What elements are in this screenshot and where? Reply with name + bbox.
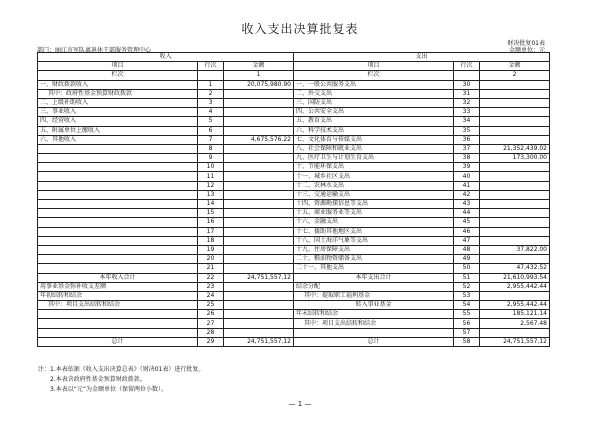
empty-cell <box>198 71 224 80</box>
expense-item-cell: 二、外交支出 <box>294 89 454 98</box>
expense-item-cell: 年末结转和结余 <box>294 310 454 319</box>
income-amount-cell <box>224 209 294 218</box>
income-item-cell: 三、事业收入 <box>38 108 198 117</box>
income-item-cell: 五、附属单位上缴收入 <box>38 126 198 135</box>
expense-amount-cell: 47,432.52 <box>480 264 550 273</box>
table-row <box>38 337 550 346</box>
expense-amount-cell <box>480 172 550 181</box>
table-row <box>38 181 550 190</box>
income-amount-cell <box>224 172 294 181</box>
income-amount-cell <box>224 301 294 310</box>
income-rowno-cell: 6 <box>198 126 224 135</box>
expense-amount-cell <box>480 135 550 144</box>
expense-item-cell: 转入事业基金 <box>294 301 454 310</box>
income-rowno-header: 行次 <box>198 62 224 71</box>
unit-label: 金额单位：元 <box>508 47 545 54</box>
expense-header: 支出 <box>294 53 550 62</box>
expense-item-cell: 十三、交通运输支出 <box>294 190 454 199</box>
income-rowno-cell: 12 <box>198 181 224 190</box>
expense-amount-cell: 24,751,557.12 <box>480 337 550 346</box>
expense-rowno-cell: 49 <box>454 255 480 264</box>
expense-item-cell: 五、教育支出 <box>294 117 454 126</box>
table-row <box>38 301 550 310</box>
income-amount-header: 金额 <box>224 62 294 71</box>
income-amount-cell <box>224 190 294 199</box>
table-row <box>38 154 550 163</box>
expense-amount-cell <box>480 190 550 199</box>
income-amount-cell <box>224 89 294 98</box>
expense-amount-cell <box>480 291 550 300</box>
expense-rowno-cell: 53 <box>454 291 480 300</box>
footnotes <box>38 365 204 395</box>
expense-amount-cell <box>480 181 550 190</box>
table-row <box>38 108 550 117</box>
expense-item-cell: 二十一、其他支出 <box>294 264 454 273</box>
income-rowno-cell: 26 <box>198 310 224 319</box>
expense-rowno-cell: 50 <box>454 264 480 273</box>
income-header: 收入 <box>38 53 294 62</box>
expense-amount-cell <box>480 236 550 245</box>
expense-rowno-cell: 42 <box>454 190 480 199</box>
income-rowno-cell: 11 <box>198 172 224 181</box>
income-amount-cell <box>224 328 294 337</box>
expense-rowno-cell: 31 <box>454 89 480 98</box>
expense-amount-cell <box>480 227 550 236</box>
expense-item-cell: 二十、粮油物资储备支出 <box>294 255 454 264</box>
expense-amount-cell <box>480 209 550 218</box>
expense-colno-value: 2 <box>480 71 550 80</box>
expense-rowno-cell: 35 <box>454 126 480 135</box>
page-number: — 1 — <box>288 400 312 408</box>
income-item-cell: 其中：项目支出结转和结余 <box>38 301 198 310</box>
expense-amount-cell <box>480 89 550 98</box>
income-amount-cell <box>224 117 294 126</box>
income-item-cell <box>38 172 198 181</box>
table-row <box>38 126 550 135</box>
expense-item-cell: 十六、金融支出 <box>294 218 454 227</box>
expense-amount-header: 金额 <box>480 62 550 71</box>
income-item-cell: 二、上级补助收入 <box>38 98 198 107</box>
income-item-cell: 总计 <box>38 337 198 346</box>
expense-item-cell: 六、科学技术支出 <box>294 126 454 135</box>
expense-item-cell: 八、社会保障和就业支出 <box>294 144 454 153</box>
expense-amount-cell <box>480 117 550 126</box>
income-item-cell <box>38 190 198 199</box>
expense-rowno-cell: 45 <box>454 218 480 227</box>
table-row <box>38 200 550 209</box>
expense-item-cell: 一、一般公共服务支出 <box>294 80 454 89</box>
income-rowno-cell: 20 <box>198 255 224 264</box>
expense-item-cell: 九、医疗卫生与计划生育支出 <box>294 154 454 163</box>
income-amount-cell <box>224 319 294 328</box>
income-rowno-cell: 10 <box>198 163 224 172</box>
expense-amount-cell <box>480 328 550 337</box>
expense-rowno-cell: 47 <box>454 236 480 245</box>
expense-item-cell: 十二、农林水支出 <box>294 181 454 190</box>
income-item-cell <box>38 200 198 209</box>
income-amount-cell: 24,751,557.12 <box>224 337 294 346</box>
income-rowno-cell: 28 <box>198 328 224 337</box>
income-item-cell <box>38 310 198 319</box>
table-row <box>38 264 550 273</box>
expense-rowno-cell: 46 <box>454 227 480 236</box>
income-item-cell: 六、其他收入 <box>38 135 198 144</box>
expense-rowno-cell: 32 <box>454 98 480 107</box>
table-row <box>38 255 550 264</box>
income-item-cell <box>38 163 198 172</box>
expense-rowno-cell: 54 <box>454 301 480 310</box>
income-amount-cell <box>224 264 294 273</box>
income-item-cell <box>38 227 198 236</box>
income-amount-cell <box>224 291 294 300</box>
income-colno-value: 1 <box>224 71 294 80</box>
income-rowno-cell: 16 <box>198 218 224 227</box>
income-item-cell: 本年收入合计 <box>38 273 198 282</box>
income-item-cell: 其中：政府性基金预算财政拨款 <box>38 89 198 98</box>
expense-rowno-cell: 40 <box>454 172 480 181</box>
expense-rowno-cell: 43 <box>454 200 480 209</box>
income-item-cell <box>38 218 198 227</box>
income-amount-cell <box>224 154 294 163</box>
expense-amount-cell <box>480 255 550 264</box>
footnote-1: 注：1.本表依据《收入支出决算总表》（财决01表）进行批复。 <box>38 366 205 373</box>
table-row <box>38 144 550 153</box>
income-rowno-cell: 8 <box>198 144 224 153</box>
income-rowno-cell: 17 <box>198 227 224 236</box>
expense-rowno-cell: 56 <box>454 319 480 328</box>
expense-amount-cell: 21,352,439.02 <box>480 144 550 153</box>
expense-rowno-cell: 30 <box>454 80 480 89</box>
income-rowno-cell: 25 <box>198 301 224 310</box>
income-amount-cell <box>224 144 294 153</box>
expense-item-cell: 十九、住房保障支出 <box>294 245 454 254</box>
income-colno-label: 栏次 <box>38 71 198 80</box>
income-rowno-cell: 15 <box>198 209 224 218</box>
income-item-cell <box>38 264 198 273</box>
expense-rowno-cell: 34 <box>454 117 480 126</box>
expense-amount-cell <box>480 98 550 107</box>
income-amount-cell <box>224 245 294 254</box>
income-rowno-cell: 13 <box>198 190 224 199</box>
expense-rowno-header: 行次 <box>454 62 480 71</box>
expense-item-cell: 十、节能环保支出 <box>294 163 454 172</box>
expense-item-cell: 七、文化体育与传媒支出 <box>294 135 454 144</box>
expense-amount-cell: 2,955,442.44 <box>480 282 550 291</box>
expense-amount-cell: 21,610,993.54 <box>480 273 550 282</box>
expense-rowno-cell: 41 <box>454 181 480 190</box>
income-item-cell <box>38 181 198 190</box>
column-number-row <box>38 71 550 80</box>
expense-rowno-cell: 36 <box>454 135 480 144</box>
income-item-cell: 年初结转和结余 <box>38 291 198 300</box>
expense-rowno-cell: 58 <box>454 337 480 346</box>
income-item-cell: 用事业基金弥补收支差额 <box>38 282 198 291</box>
expense-item-cell: 本年支出合计 <box>294 273 454 282</box>
expense-colno-label: 栏次 <box>294 71 454 80</box>
income-item-cell <box>38 319 198 328</box>
expense-item-cell: 其中：提取职工福利基金 <box>294 291 454 300</box>
expense-amount-cell: 2,955,442.44 <box>480 301 550 310</box>
footnote-2: 2.本表含政府性基金预算财政拨款。 <box>50 376 146 383</box>
income-amount-cell: 4,675,576.22 <box>224 135 294 144</box>
income-item-cell <box>38 236 198 245</box>
table-row <box>38 80 550 89</box>
income-item-header: 项目 <box>38 62 198 71</box>
table-row <box>38 218 550 227</box>
table-row <box>38 236 550 245</box>
income-rowno-cell: 5 <box>198 117 224 126</box>
section-header-row <box>38 53 550 62</box>
expense-item-cell: 结余分配 <box>294 282 454 291</box>
income-rowno-cell: 24 <box>198 291 224 300</box>
income-rowno-cell: 2 <box>198 89 224 98</box>
income-amount-cell: 24,751,557.12 <box>224 273 294 282</box>
income-amount-cell <box>224 227 294 236</box>
expense-amount-cell <box>480 126 550 135</box>
income-item-cell <box>38 245 198 254</box>
table-row <box>38 282 550 291</box>
income-amount-cell <box>224 98 294 107</box>
income-item-cell <box>38 209 198 218</box>
expense-item-cell: 十四、资源勘探信息等支出 <box>294 200 454 209</box>
expense-amount-cell: 2,567.48 <box>480 319 550 328</box>
expense-item-cell: 十一、城乡社区支出 <box>294 172 454 181</box>
income-rowno-cell: 9 <box>198 154 224 163</box>
income-rowno-cell: 7 <box>198 135 224 144</box>
empty-cell <box>454 71 480 80</box>
report-title: 收入支出决算批复表 <box>241 22 359 36</box>
table-row <box>38 227 550 236</box>
income-amount-cell <box>224 255 294 264</box>
expense-rowno-cell: 38 <box>454 154 480 163</box>
expense-amount-cell: 37,822.00 <box>480 245 550 254</box>
table-row <box>38 310 550 319</box>
table-row <box>38 190 550 199</box>
income-amount-cell <box>224 126 294 135</box>
expense-item-cell: 十五、商业服务业等支出 <box>294 209 454 218</box>
income-amount-cell <box>224 163 294 172</box>
table-row <box>38 328 550 337</box>
footnote-3: 3.本表以“元”为金额单位（保留两位小数）。 <box>50 386 167 393</box>
table-row <box>38 291 550 300</box>
expense-amount-cell <box>480 163 550 172</box>
income-amount-cell <box>224 236 294 245</box>
expense-rowno-cell: 48 <box>454 245 480 254</box>
income-rowno-cell: 3 <box>198 98 224 107</box>
expense-amount-cell <box>480 218 550 227</box>
department-label: 部门：丽江市军队离退休干部服务管理中心 <box>37 47 152 54</box>
expense-rowno-cell: 55 <box>454 310 480 319</box>
income-amount-cell <box>224 108 294 117</box>
expense-amount-cell <box>480 108 550 117</box>
income-rowno-cell: 1 <box>198 80 224 89</box>
expense-item-cell: 三、国防支出 <box>294 98 454 107</box>
table-row <box>38 163 550 172</box>
expense-rowno-cell: 39 <box>454 163 480 172</box>
table-row <box>38 117 550 126</box>
table-row <box>38 98 550 107</box>
expense-item-cell: 其中：项目支出结转和结余 <box>294 319 454 328</box>
income-item-cell: 四、经营收入 <box>38 117 198 126</box>
income-rowno-cell: 29 <box>198 337 224 346</box>
expense-rowno-cell: 52 <box>454 282 480 291</box>
income-item-cell: 一、财政拨款收入 <box>38 80 198 89</box>
expense-item-cell <box>294 328 454 337</box>
expense-amount-cell <box>480 80 550 89</box>
table-row <box>38 135 550 144</box>
income-rowno-cell: 22 <box>198 273 224 282</box>
expense-item-cell: 十七、援助其他地区支出 <box>294 227 454 236</box>
income-rowno-cell: 14 <box>198 200 224 209</box>
income-rowno-cell: 19 <box>198 245 224 254</box>
income-amount-cell <box>224 218 294 227</box>
table-row <box>38 245 550 254</box>
expense-item-cell: 十八、国土海洋气象等支出 <box>294 236 454 245</box>
form-code: 财决批复01表 <box>507 40 545 47</box>
expense-rowno-cell: 37 <box>454 144 480 153</box>
income-item-cell <box>38 154 198 163</box>
income-expense-table <box>37 52 550 347</box>
expense-item-header: 项目 <box>294 62 454 71</box>
income-rowno-cell: 23 <box>198 282 224 291</box>
expense-item-cell: 四、公共安全支出 <box>294 108 454 117</box>
income-rowno-cell: 21 <box>198 264 224 273</box>
income-rowno-cell: 4 <box>198 108 224 117</box>
income-rowno-cell: 27 <box>198 319 224 328</box>
expense-rowno-cell: 44 <box>454 209 480 218</box>
table-row <box>38 172 550 181</box>
income-rowno-cell: 18 <box>198 236 224 245</box>
income-amount-cell <box>224 310 294 319</box>
table-row <box>38 89 550 98</box>
income-amount-cell <box>224 200 294 209</box>
table-row <box>38 273 550 282</box>
expense-amount-cell: 185,121.14 <box>480 310 550 319</box>
column-header-row <box>38 62 550 71</box>
income-amount-cell: 20,075,980.90 <box>224 80 294 89</box>
table-row <box>38 319 550 328</box>
income-amount-cell <box>224 282 294 291</box>
table-row <box>38 209 550 218</box>
expense-rowno-cell: 33 <box>454 108 480 117</box>
expense-rowno-cell: 57 <box>454 328 480 337</box>
income-item-cell <box>38 144 198 153</box>
expense-rowno-cell: 51 <box>454 273 480 282</box>
income-item-cell <box>38 328 198 337</box>
expense-amount-cell: 173,300.00 <box>480 154 550 163</box>
income-amount-cell <box>224 181 294 190</box>
expense-amount-cell <box>480 200 550 209</box>
income-item-cell <box>38 255 198 264</box>
expense-item-cell: 总计 <box>294 337 454 346</box>
